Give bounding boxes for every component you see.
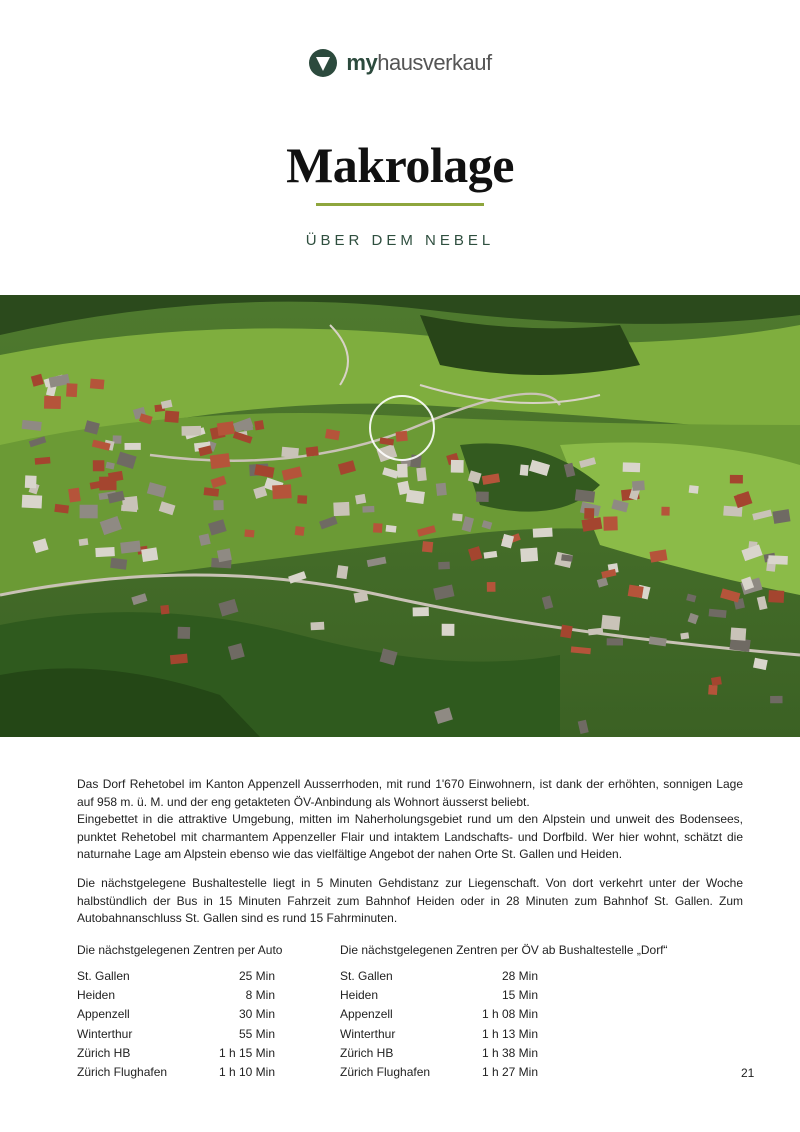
house-roof [442,624,455,636]
house-roof [772,509,790,524]
house-roof [120,541,141,554]
house-roof [22,495,43,509]
house-roof [451,460,464,473]
house-roof [768,590,784,603]
house-roof [396,431,408,442]
house-roof [770,696,782,703]
page-title: Makrolage [286,137,514,193]
house-roof [730,628,746,641]
house-roof [333,502,349,516]
page-subtitle: ÜBER DEM NEBEL [305,232,495,249]
house-roof [487,582,496,592]
house-roof [80,505,98,519]
house-roof [110,558,127,570]
house-roof [44,396,61,409]
brand-logo [0,48,800,78]
house-roof [217,548,232,562]
table-row: Winterthur 55 Min [77,1026,275,1041]
house-roof [125,443,141,450]
table-row: St. Gallen 25 Min [77,969,275,983]
house-roof [210,453,231,469]
transit-times-table [340,967,538,1082]
house-roof [244,529,254,537]
house-roof [362,506,374,513]
house-roof [306,446,319,456]
house-roof [730,475,743,484]
house-roof [35,457,51,465]
house-roof [164,411,179,423]
brand-wordmark: myhausverkauf [346,50,492,75]
house-roof [476,492,489,503]
house-roof [575,489,595,502]
house-roof [254,420,264,430]
house-roof [297,495,307,504]
house-roof [623,462,641,472]
house-roof [170,654,188,665]
table-row: Zürich Flughafen 1 h 10 Min [77,1064,275,1079]
house-roof [25,475,37,488]
house-roof [355,494,366,505]
house-roof [204,487,220,496]
house-roof [295,526,305,536]
table-row: Winterthur 1 h 13 Min [340,1026,538,1041]
table-row: Zürich Flughafen 1 h 27 Min [340,1064,538,1079]
house-roof [708,685,717,695]
house-roof [689,485,699,494]
house-roof [311,622,325,630]
house-roof [416,467,427,481]
table-row: St. Gallen 28 Min [340,969,538,983]
house-roof [413,607,429,616]
house-roof [711,676,722,685]
car-heading: Die nächstgelegenen Zentren per Auto [77,943,283,957]
house-roof [422,541,433,552]
title-divider [316,203,484,206]
house-roof [213,500,223,510]
house-roof [768,555,788,564]
house-roof [520,465,529,476]
house-roof [533,528,553,538]
table-row: Appenzell 1 h 08 Min [340,1007,538,1022]
house-roof [177,627,190,639]
house-roof [607,638,623,645]
house-roof [436,483,447,496]
house-roof [68,488,81,503]
house-roof [438,562,450,570]
house-roof [281,447,299,458]
house-roof [93,460,105,471]
house-roof [217,421,235,436]
house-roof [661,507,669,516]
house-roof [406,490,425,504]
house-roof [520,548,538,562]
aerial-village-photo [0,295,800,737]
page-number: 21 [741,1066,755,1080]
house-roof [603,516,617,530]
house-roof [452,513,463,521]
house-roof [628,585,644,599]
table-row: Heiden 8 Min [77,988,275,1003]
house-roof [386,525,397,533]
table-row: Zürich HB 1 h 15 Min [77,1045,275,1060]
house-roof [336,565,348,579]
house-roof [90,379,105,390]
table-row: Heiden 15 Min [340,988,538,1003]
house-roof [182,426,202,436]
house-roof [79,538,89,546]
house-roof [560,625,573,639]
table-row: Appenzell 30 Min [77,1007,275,1022]
house-roof [95,547,115,557]
house-roof [160,605,169,615]
house-roof [632,481,645,491]
house-roof [373,523,383,533]
house-roof [141,547,158,562]
house-roof [397,464,408,478]
leaf-shield-icon [308,48,338,78]
transport-paragraph: Die nächstgelegene Bushaltestelle liegt in 5 Minuten Gehdistanz zur Liegenschaft. Von dort verkehrt unter der Woche halbstündlich der Bus in 15 Minuten Fahrzeit zum Bahnhof Heiden oder in 28 Minuten zum Bahnhof St. Gallen. Zum Autobahnanschluss St. Gallen sind es rund 15 Fahrminuten. [77,876,743,926]
house-roof [584,508,594,519]
table-row: Zürich HB 1 h 38 Min [340,1045,538,1060]
intro-paragraph: Das Dorf Rehetobel im Kanton Appenzell Ausserrhoden, mit rund 1'670 Einwohnern, ist dank der erhöhten, sonnigen Lage auf 958 m. ü. M. und der eng getakteten ÖV-Anbindung als Wohnort äusserst beliebt. Eingebettet in die attraktive Umgebung, mitten im Naherholungsgebiet rund um den Alpstein und unweit des Bodensees, punktet Rehetobel mit charmantem Appenzeller Flair und intaktem Landschafts- und Dorfbild. Wer hier wohnt, schätzt die naturnahe Lage am Alpstein ebenso wie das vielfältige Angebot der nahen Orte St. Gallen und Heiden. [77,777,743,862]
house-roof [680,632,689,639]
house-roof [272,484,292,499]
transit-heading: Die nächstgelegenen Zentren per ÖV ab Bushaltestelle „Dorf“ [340,943,668,957]
car-times-table [77,967,275,1082]
house-roof [66,383,77,397]
house-roof [601,615,620,631]
